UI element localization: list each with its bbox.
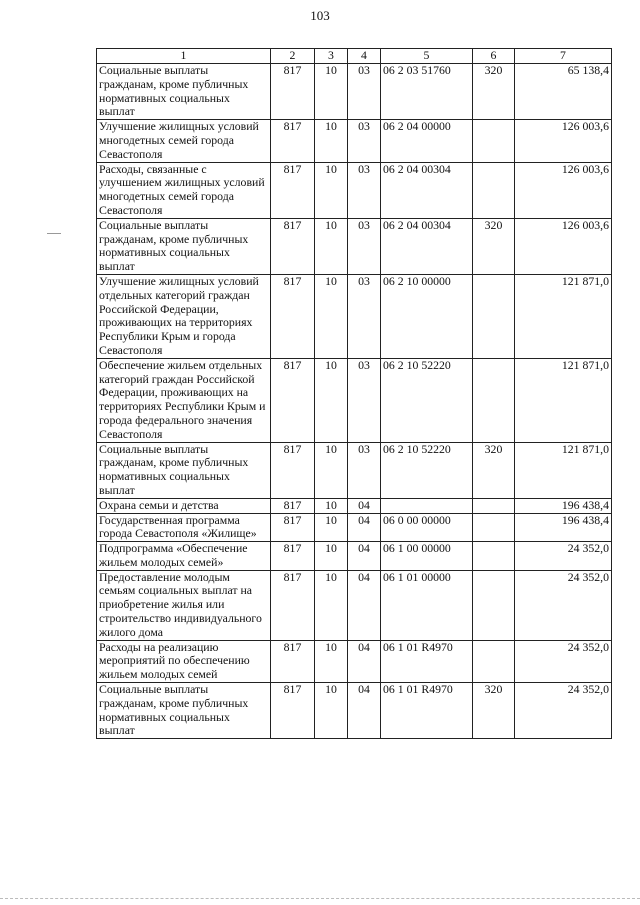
section-cell: 10 bbox=[315, 120, 348, 162]
section-cell: 10 bbox=[315, 358, 348, 442]
subsection-cell: 03 bbox=[348, 442, 381, 498]
subsection-cell: 04 bbox=[348, 640, 381, 682]
section-cell: 10 bbox=[315, 218, 348, 274]
column-header: 4 bbox=[348, 49, 381, 64]
amount-cell: 196 438,4 bbox=[515, 513, 612, 542]
table-row bbox=[97, 542, 612, 571]
subsection-cell: 04 bbox=[348, 498, 381, 513]
target-article-cell: 06 1 00 00000 bbox=[381, 542, 473, 571]
amount-cell: 196 438,4 bbox=[515, 498, 612, 513]
ministry-code-cell: 817 bbox=[271, 120, 315, 162]
section-cell: 10 bbox=[315, 570, 348, 640]
subsection-cell: 03 bbox=[348, 358, 381, 442]
target-article-cell: 06 2 03 51760 bbox=[381, 64, 473, 120]
column-header: 6 bbox=[473, 49, 515, 64]
amount-cell: 121 871,0 bbox=[515, 274, 612, 358]
table-row bbox=[97, 513, 612, 542]
subsection-cell: 03 bbox=[348, 218, 381, 274]
column-header: 5 bbox=[381, 49, 473, 64]
expense-type-cell: 320 bbox=[473, 64, 515, 120]
column-header: 1 bbox=[97, 49, 271, 64]
table-row bbox=[97, 683, 612, 739]
table-body bbox=[97, 64, 612, 739]
section-cell: 10 bbox=[315, 513, 348, 542]
margin-mark bbox=[47, 233, 61, 234]
subsection-cell: 04 bbox=[348, 513, 381, 542]
table-row bbox=[97, 640, 612, 682]
section-cell: 10 bbox=[315, 640, 348, 682]
ministry-code-cell: 817 bbox=[271, 274, 315, 358]
section-cell: 10 bbox=[315, 274, 348, 358]
target-article-cell bbox=[381, 498, 473, 513]
item-name-cell: Социальные выплаты гражданам, кроме публичных нормативных социальных выплат bbox=[97, 64, 271, 120]
column-header: 3 bbox=[315, 49, 348, 64]
subsection-cell: 04 bbox=[348, 570, 381, 640]
ministry-code-cell: 817 bbox=[271, 542, 315, 571]
amount-cell: 121 871,0 bbox=[515, 442, 612, 498]
expense-type-cell bbox=[473, 162, 515, 218]
table-row bbox=[97, 358, 612, 442]
subsection-cell: 03 bbox=[348, 120, 381, 162]
expense-type-cell: 320 bbox=[473, 218, 515, 274]
target-article-cell: 06 1 01 00000 bbox=[381, 570, 473, 640]
table-row bbox=[97, 162, 612, 218]
item-name-cell: Охрана семьи и детства bbox=[97, 498, 271, 513]
section-cell: 10 bbox=[315, 542, 348, 571]
subsection-cell: 03 bbox=[348, 64, 381, 120]
ministry-code-cell: 817 bbox=[271, 570, 315, 640]
ministry-code-cell: 817 bbox=[271, 683, 315, 739]
ministry-code-cell: 817 bbox=[271, 640, 315, 682]
ministry-code-cell: 817 bbox=[271, 513, 315, 542]
expense-type-cell bbox=[473, 498, 515, 513]
budget-table bbox=[96, 48, 612, 739]
item-name-cell: Социальные выплаты гражданам, кроме публичных нормативных социальных выплат bbox=[97, 218, 271, 274]
expense-type-cell: 320 bbox=[473, 442, 515, 498]
amount-cell: 24 352,0 bbox=[515, 570, 612, 640]
amount-cell: 126 003,6 bbox=[515, 120, 612, 162]
table-row bbox=[97, 498, 612, 513]
table-row bbox=[97, 218, 612, 274]
table-row bbox=[97, 64, 612, 120]
amount-cell: 24 352,0 bbox=[515, 640, 612, 682]
amount-cell: 126 003,6 bbox=[515, 218, 612, 274]
amount-cell: 126 003,6 bbox=[515, 162, 612, 218]
target-article-cell: 06 1 01 R4970 bbox=[381, 683, 473, 739]
item-name-cell: Улучшение жилищных условий отдельных категорий граждан Российской Федерации, проживающих на территориях Республики Крым и города Севастополя bbox=[97, 274, 271, 358]
item-name-cell: Предоставление молодым семьям социальных выплат на приобретение жилья или строительство индивидуального жилого дома bbox=[97, 570, 271, 640]
table-row bbox=[97, 274, 612, 358]
expense-type-cell bbox=[473, 120, 515, 162]
section-cell: 10 bbox=[315, 64, 348, 120]
section-cell: 10 bbox=[315, 683, 348, 739]
amount-cell: 65 138,4 bbox=[515, 64, 612, 120]
target-article-cell: 06 2 04 00304 bbox=[381, 218, 473, 274]
subsection-cell: 03 bbox=[348, 162, 381, 218]
target-article-cell: 06 0 00 00000 bbox=[381, 513, 473, 542]
table-row bbox=[97, 570, 612, 640]
amount-cell: 121 871,0 bbox=[515, 358, 612, 442]
page-number: 103 bbox=[310, 8, 330, 23]
item-name-cell: Расходы на реализацию мероприятий по обеспечению жильем молодых семей bbox=[97, 640, 271, 682]
target-article-cell: 06 2 10 00000 bbox=[381, 274, 473, 358]
target-article-cell: 06 1 01 R4970 bbox=[381, 640, 473, 682]
item-name-cell: Социальные выплаты гражданам, кроме публичных нормативных социальных выплат bbox=[97, 683, 271, 739]
column-header: 2 bbox=[271, 49, 315, 64]
expense-type-cell bbox=[473, 513, 515, 542]
expense-type-cell bbox=[473, 542, 515, 571]
item-name-cell: Обеспечение жильем отдельных категорий граждан Российской Федерации, проживающих на территориях Республики Крым и города федерального значения Севастополя bbox=[97, 358, 271, 442]
amount-cell: 24 352,0 bbox=[515, 542, 612, 571]
table-header-row bbox=[97, 49, 612, 64]
expense-type-cell bbox=[473, 640, 515, 682]
subsection-cell: 03 bbox=[348, 274, 381, 358]
item-name-cell: Расходы, связанные с улучшением жилищных условий многодетных семей города Севастополя bbox=[97, 162, 271, 218]
expense-type-cell bbox=[473, 570, 515, 640]
item-name-cell: Социальные выплаты гражданам, кроме публичных нормативных социальных выплат bbox=[97, 442, 271, 498]
section-cell: 10 bbox=[315, 442, 348, 498]
target-article-cell: 06 2 04 00304 bbox=[381, 162, 473, 218]
ministry-code-cell: 817 bbox=[271, 358, 315, 442]
item-name-cell: Государственная программа города Севастополя «Жилище» bbox=[97, 513, 271, 542]
table-row bbox=[97, 442, 612, 498]
section-cell: 10 bbox=[315, 498, 348, 513]
footer-divider bbox=[0, 898, 640, 899]
target-article-cell: 06 2 10 52220 bbox=[381, 358, 473, 442]
ministry-code-cell: 817 bbox=[271, 162, 315, 218]
target-article-cell: 06 2 04 00000 bbox=[381, 120, 473, 162]
column-header: 7 bbox=[515, 49, 612, 64]
ministry-code-cell: 817 bbox=[271, 64, 315, 120]
target-article-cell: 06 2 10 52220 bbox=[381, 442, 473, 498]
subsection-cell: 04 bbox=[348, 542, 381, 571]
expense-type-cell bbox=[473, 358, 515, 442]
item-name-cell: Улучшение жилищных условий многодетных семей города Севастополя bbox=[97, 120, 271, 162]
amount-cell: 24 352,0 bbox=[515, 683, 612, 739]
item-name-cell: Подпрограмма «Обеспечение жильем молодых семей» bbox=[97, 542, 271, 571]
expense-type-cell bbox=[473, 274, 515, 358]
ministry-code-cell: 817 bbox=[271, 498, 315, 513]
table-row bbox=[97, 120, 612, 162]
subsection-cell: 04 bbox=[348, 683, 381, 739]
ministry-code-cell: 817 bbox=[271, 442, 315, 498]
section-cell: 10 bbox=[315, 162, 348, 218]
ministry-code-cell: 817 bbox=[271, 218, 315, 274]
expense-type-cell: 320 bbox=[473, 683, 515, 739]
